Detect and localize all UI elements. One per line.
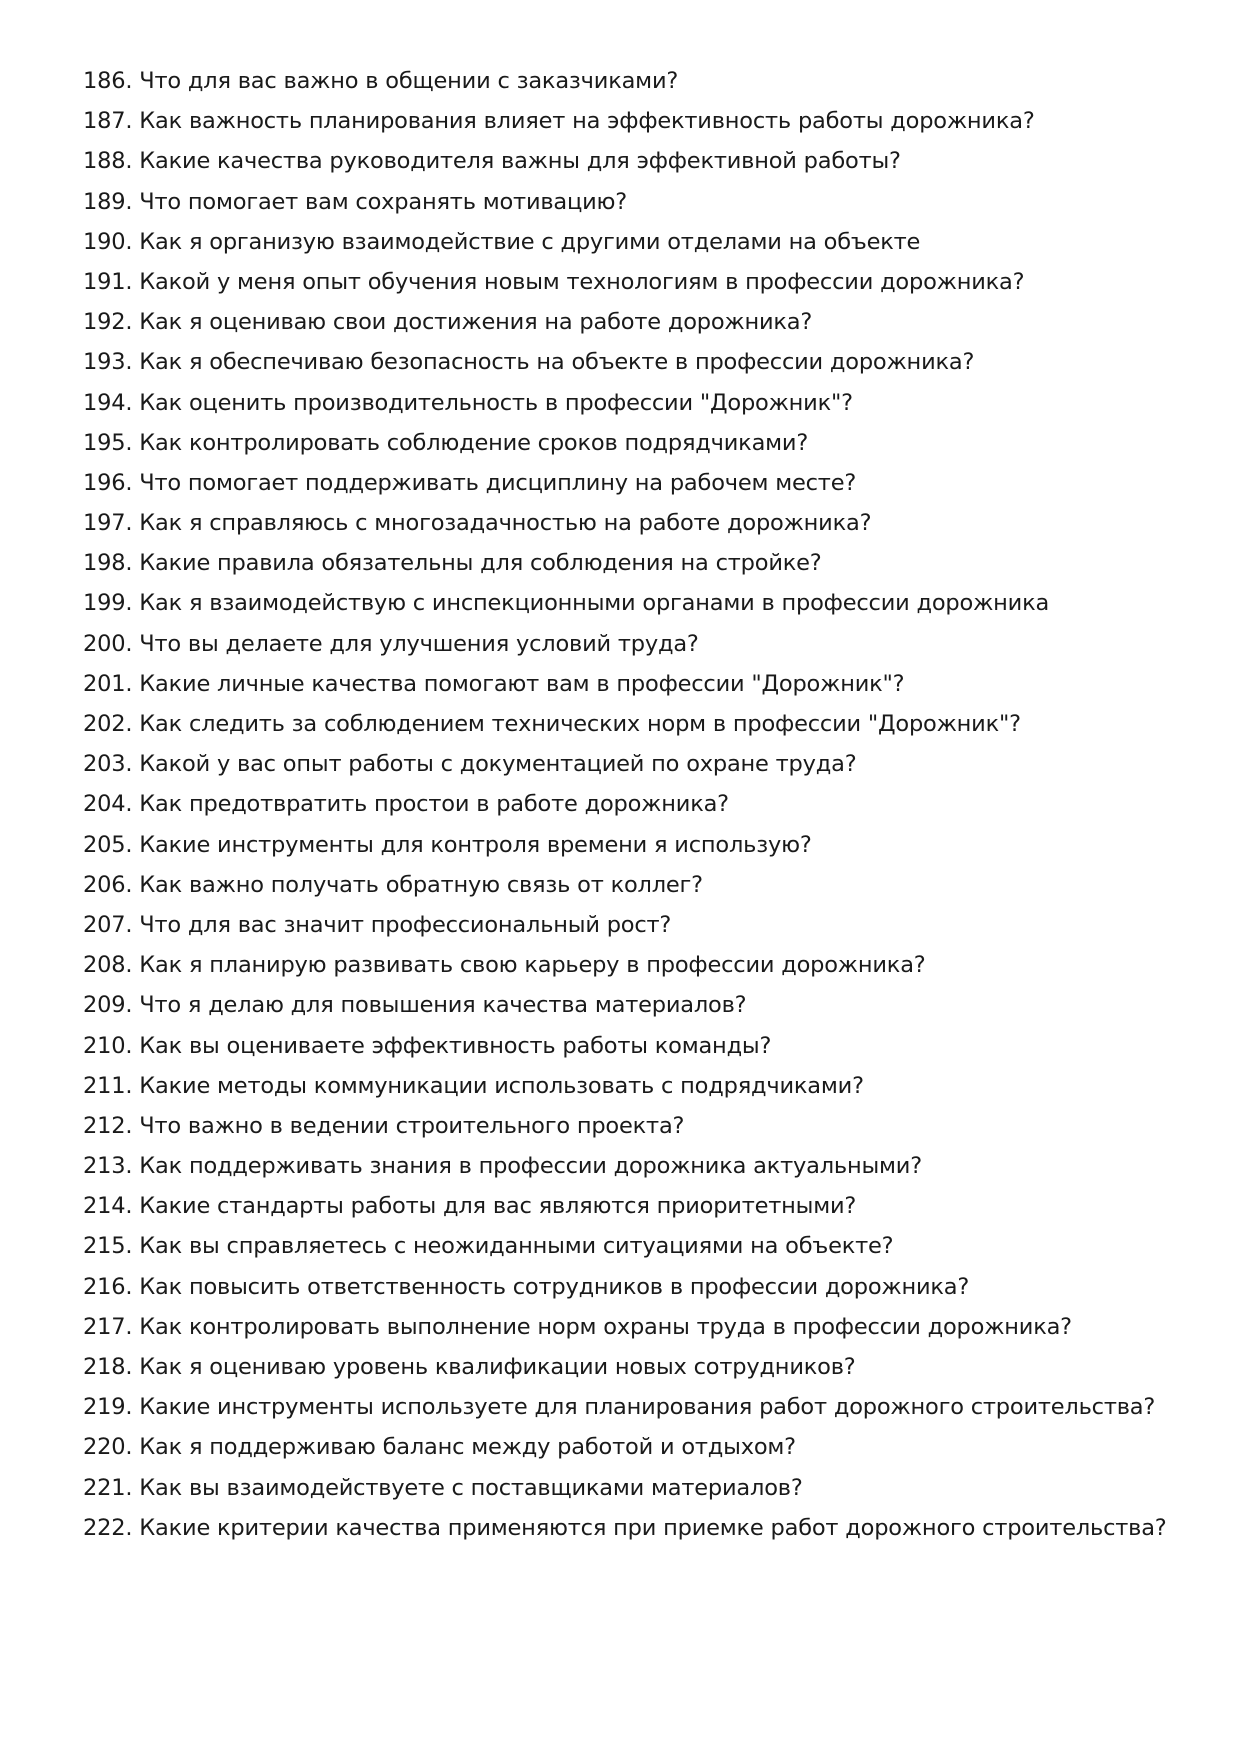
question-text: Как оценить производительность в профессии "Дорожник"? [139,389,853,416]
question-text: Какие критерии качества применяются при приемке работ дорожного строительства? [139,1514,1167,1541]
question-text: Как я справляюсь с многозадачностью на работе дорожника? [139,510,872,537]
question-item [83,865,1203,905]
question-number: 208. [83,952,133,979]
question-text: Как я поддерживаю баланс между работой и отдыхом? [139,1434,796,1461]
question-number: 211. [83,1072,133,1099]
question-item [83,704,1203,744]
question-number: 210. [83,1032,133,1059]
question-item [83,945,1203,985]
question-number: 221. [83,1474,133,1501]
question-number: 219. [83,1394,133,1421]
question-number: 212. [83,1112,133,1139]
question-number: 206. [83,871,133,898]
question-item [83,1066,1203,1106]
question-text: Как повысить ответственность сотрудников в профессии дорожника? [139,1273,970,1300]
question-text: Что я делаю для повышения качества материалов? [139,992,747,1019]
question-text: Как поддерживать знания в профессии дорожника актуальными? [139,1153,922,1180]
question-number: 209. [83,992,133,1019]
question-item [83,905,1203,945]
question-number: 214. [83,1193,133,1220]
question-number: 197. [83,510,133,537]
question-number: 204. [83,791,133,818]
question-number: 218. [83,1354,133,1380]
question-text: Что важно в ведении строительного проекта? [139,1112,685,1139]
question-number: 192. [83,309,133,336]
question-item [83,1468,1203,1508]
question-text: Какие инструменты используете для планирования работ дорожного строительства? [139,1394,1156,1421]
question-text: Какие методы коммуникации использовать с подрядчиками? [139,1072,864,1099]
question-item [83,1427,1203,1467]
question-text: Какие инструменты для контроля времени я использую? [139,831,812,858]
question-item [83,744,1203,784]
question-number: 190. [83,228,133,255]
question-number: 193. [83,349,133,376]
question-number: 220. [83,1434,133,1461]
question-text: Как важность планирования влияет на эффективность работы дорожника? [139,108,1035,135]
question-item [83,543,1203,583]
question-number: 203. [83,751,133,778]
question-item [83,1186,1203,1226]
question-item [83,825,1203,865]
question-number: 195. [83,429,133,456]
question-item [83,383,1203,423]
question-text: Как я взаимодействую с инспекционными органами в профессии дорожника [139,590,1050,617]
question-text: Как контролировать выполнение норм охраны труда в профессии дорожника? [139,1313,1072,1340]
question-text: Какие личные качества помогают вам в профессии "Дорожник"? [139,670,905,697]
question-item [83,1307,1203,1347]
question-item [83,784,1203,824]
question-number: 213. [83,1153,133,1180]
question-number: 215. [83,1233,133,1260]
question-text: Что помогает поддерживать дисциплину на рабочем месте? [139,469,857,496]
question-number: 196. [83,469,133,496]
question-text: Что помогает вам сохранять мотивацию? [139,188,628,215]
question-number: 191. [83,268,133,295]
question-number: 201. [83,670,133,697]
question-number: 205. [83,831,133,858]
question-item [83,1026,1203,1066]
question-number: 202. [83,711,133,737]
question-text: Какие правила обязательны для соблюдения на стройке? [139,550,822,577]
question-item [83,302,1203,342]
question-number: 187. [83,108,133,135]
question-text: Какой у меня опыт обучения новым технологиям в профессии дорожника? [139,268,1025,295]
question-item [83,141,1203,181]
question-item [83,1226,1203,1266]
question-number: 189. [83,188,133,215]
question-number: 216. [83,1273,133,1300]
question-text: Какие качества руководителя важны для эффективной работы? [139,148,901,175]
question-item [83,503,1203,543]
question-item [83,1106,1203,1146]
question-item [83,342,1203,382]
question-text: Как вы оцениваете эффективность работы команды? [139,1032,772,1059]
question-text: Как я обеспечиваю безопасность на объекте в профессии дорожника? [139,349,975,376]
question-text: Как важно получать обратную связь от коллег? [139,871,703,898]
question-text: Как следить за соблюдением технических норм в профессии "Дорожник"? [139,711,1021,737]
question-number: 200. [83,630,133,657]
question-number: 186. [83,68,133,94]
question-item [83,624,1203,664]
question-number: 199. [83,590,133,617]
question-text: Как я планирую развивать свою карьеру в профессии дорожника? [139,952,926,979]
question-item [83,222,1203,262]
question-item [83,101,1203,141]
question-item [83,463,1203,503]
question-text: Как вы взаимодействуете с поставщиками материалов? [139,1474,803,1501]
question-item [83,664,1203,704]
question-item [83,1508,1203,1548]
question-item [83,262,1203,302]
question-item [83,1347,1203,1387]
question-text: Как контролировать соблюдение сроков подрядчиками? [139,429,809,456]
question-text: Что для вас важно в общении с заказчиками? [139,68,679,94]
question-item [83,423,1203,463]
question-text: Какой у вас опыт работы с документацией по охране труда? [139,751,857,778]
question-number: 207. [83,911,133,938]
question-text: Как предотвратить простои в работе дорожника? [139,791,729,818]
question-text: Как я оцениваю уровень квалификации новых сотрудников? [139,1354,856,1380]
question-number: 188. [83,148,133,175]
question-text: Как я оцениваю свои достижения на работе дорожника? [139,309,813,336]
question-number: 217. [83,1313,133,1340]
question-item [83,985,1203,1025]
question-item [83,1267,1203,1307]
question-number: 194. [83,389,133,416]
question-list [83,61,1203,1548]
question-text: Как я организую взаимодействие с другими отделами на объекте [139,228,921,255]
question-text: Что вы делаете для улучшения условий труда? [139,630,699,657]
question-item [83,1146,1203,1186]
question-item [83,182,1203,222]
question-item [83,1387,1203,1427]
question-item [83,583,1203,623]
question-text: Как вы справляетесь с неожиданными ситуациями на объекте? [139,1233,894,1260]
question-text: Какие стандарты работы для вас являются приоритетными? [139,1193,857,1220]
question-text: Что для вас значит профессиональный рост? [139,911,672,938]
question-number: 222. [83,1514,133,1541]
question-item [83,61,1203,101]
question-number: 198. [83,550,133,577]
